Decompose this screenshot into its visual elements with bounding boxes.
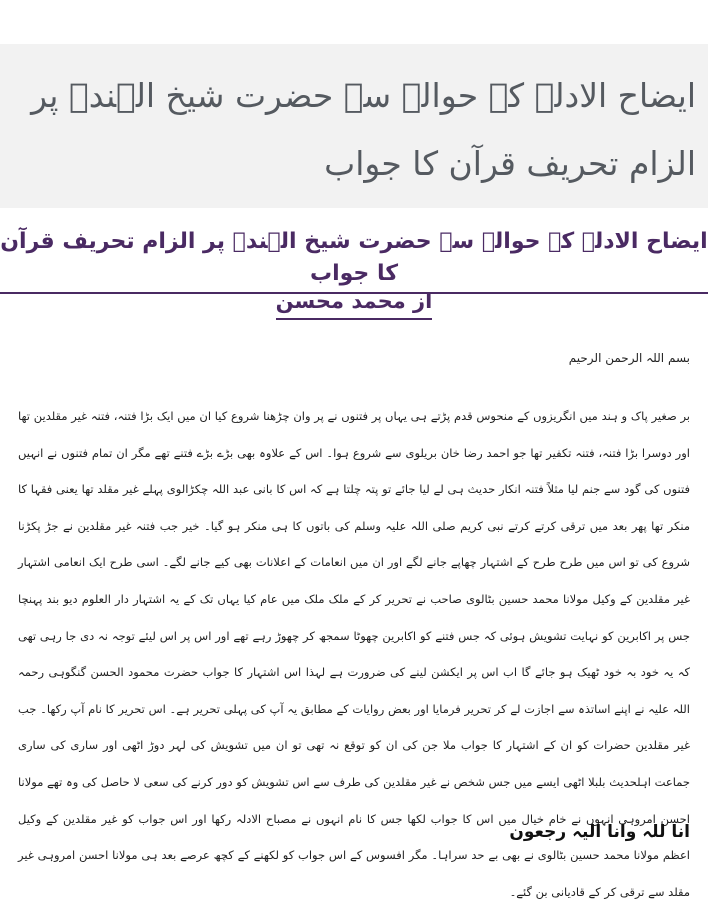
closing-phrase: انا للہ وانا الیہ رجعون xyxy=(509,822,690,842)
article-subtitle-wrap xyxy=(0,226,708,294)
title-banner xyxy=(0,44,708,208)
article-subtitle: ایضاح الادلہ کے حوالے سے حضرت شیخ الہندؒ پر الزام تحریف قرآن کا جواب xyxy=(0,226,708,294)
page-title: ایضاح الادلہ کے حوالے سے حضرت شیخ الہندؒ پر الزام تحریف قرآن کا جواب xyxy=(31,76,696,183)
author-byline: از محمد محسن xyxy=(276,286,433,320)
article-body: بر صغیر پاک و ہند میں انگریزوں کے منحوس قدم پڑتے ہی یہاں پر فتنوں نے پر وان چڑھنا شروع کیا ان میں ایک بڑا فتنہ، فتنہ غیر مقلدین تھا اور دوسرا بڑا فتنہ، فتنہ تکفیر تھا جو احمد رضا خان بریلوی سے شروع ہوا۔ اس کے علاوہ بھی بڑے بڑے فتنے تھے مگر ان تمام فتنوں نے انہیں فتنوں کی گود سے جنم لیا مثلاً فتنہ انکار حدیث ہی لے لیا جائے تو پتہ چلتا ہے کہ اس کا بانی عبد اللہ چکڑالوی پہلے غیر مقلد تھا یعنی فقہا کا منکر تھا پھر بعد میں ترقی کرتے کرتے نبی کریم صلی اللہ علیہ وسلم کی باتوں کا ہی منکر ہو گیا۔ خیر جب فتنہ غیر مقلدین نے جڑ پکڑنا شروع کی تو اس میں طرح طرح کے اشتہار چھاپے جانے لگے اور ان میں انعامات کے اعلانات بھی کیے جانے لگے۔ اسی طرح ایک انعامی اشتہار غیر مقلدین کے وکیل مولانا محمد حسین بٹالوی صاحب نے تحریر کر کے ملک ملک میں عام کیا یہاں تک کے یہ اشتہار دار العلوم دیو بند پہنچا جس پر اکابرین کو نہایت تشویش ہوئی کہ جس فتنے کو اکابرین چھوٹا سمجھ کر چھوڑ رہے تھے اور اس پر اس لیئے توجہ نہ دی جا رہی تھی کہ یہ خود بہ خود ٹھیک ہو جائے گا اب اس پر ایکشن لینے کی ضرورت ہے لہذا اس اشتہار کا جواب حضرت محمود الحسن گنگوہی رحمہ اللہ علیہ نے اپنے اساتذہ سے اجازت لے کر تحریر فرمایا اور بعض روایات کے مطابق یہ آپ کی پہلی تحریر ہے۔ اس تحریر کا نام آپ رکھا۔ جب غیر مقلدین حضرات کو ان کے اشتہار کا جواب ملا جن کی ان کو توقع نہ تھی تو ان میں تشویش کی لہر دوڑ اٹھی اور ساری کی ساری جماعت اہلحدیث بلبلا اٹھی ایسے میں جس شخص نے غیر مقلدین کی طرف سے اس تشویش کو دور کرنے کی سعی لا حاصل کی وہ تھے مولانا احسن امروہی انہوں نے خام خیال میں اس کا جواب لکھا جس کا نام انہوں نے مصباح الادلہ رکھا اور اس جواب کو غیر مقلدین کے وکیل اعظم مولانا محمد حسین بٹالوی نے بھی بے حد سراہا۔ مگر افسوس کے اس جواب کو لکھنے کے کچھ عرصے بعد ہی مولانا احسن امروہی غیر مقلد سے ترقی کر کے قادیانی بن گئے۔ xyxy=(18,409,690,899)
author-byline-wrap xyxy=(0,286,708,320)
bismillah: بسم اللہ الرحمن الرحیم xyxy=(568,351,690,365)
